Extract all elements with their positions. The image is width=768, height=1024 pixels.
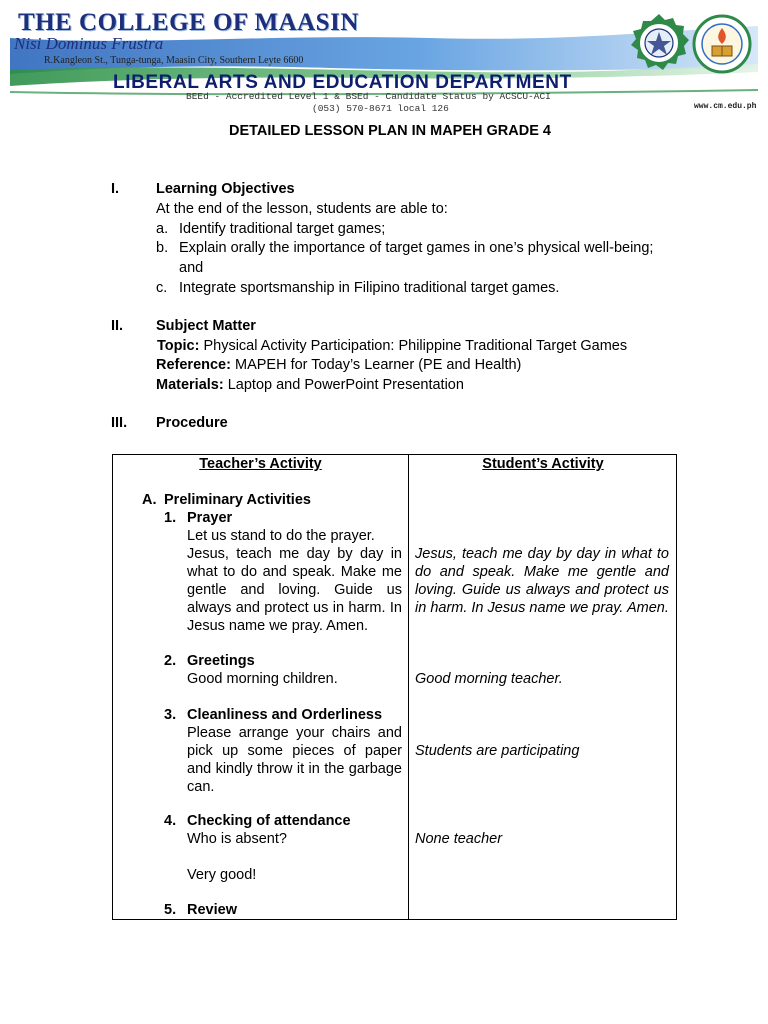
part-letter: A. bbox=[142, 492, 157, 508]
table-column-divider bbox=[408, 454, 409, 920]
activity-number: 1. bbox=[164, 510, 177, 526]
reference-label: Reference: bbox=[156, 357, 231, 373]
activity-title: Review bbox=[187, 902, 237, 918]
materials-value: Laptop and PowerPoint Presentation bbox=[227, 377, 464, 393]
student-column-header: Student’s Activity bbox=[482, 456, 604, 472]
teacher-activity-text: Let us stand to do the prayer. bbox=[187, 528, 375, 544]
section-numeral-procedure: III. bbox=[111, 415, 128, 431]
subject-heading: Subject Matter bbox=[156, 318, 256, 334]
college-seal-logo bbox=[628, 12, 690, 76]
objectives-heading: Learning Objectives bbox=[156, 181, 295, 197]
materials-label: Materials: bbox=[156, 377, 224, 393]
teacher-activity-text: Good morning children. bbox=[187, 671, 338, 687]
objective-text-continuation: and bbox=[179, 260, 204, 276]
materials-line bbox=[156, 376, 464, 396]
objective-text: Integrate sportsmanship in Filipino traditional target games. bbox=[179, 280, 560, 296]
procedure-heading: Procedure bbox=[156, 415, 228, 431]
objectives-intro: At the end of the lesson, students are able to: bbox=[156, 201, 448, 217]
reference-value: MAPEH for Today’s Learner (PE and Health) bbox=[234, 357, 522, 373]
activity-title: Greetings bbox=[187, 653, 255, 669]
activity-number: 3. bbox=[164, 707, 177, 723]
college-motto: Nisi Dominus Frustra bbox=[14, 34, 164, 53]
college-name: THE COLLEGE OF MAASIN bbox=[18, 9, 359, 36]
teacher-activity-text: Very good! bbox=[187, 867, 257, 883]
department-name: LIBERAL ARTS AND EDUCATION DEPARTMENT bbox=[113, 72, 572, 93]
student-activity-text: Good morning teacher. bbox=[415, 671, 563, 687]
teacher-column-header: Teacher’s Activity bbox=[199, 456, 322, 472]
teacher-activity-text: Jesus, teach me day by day in what to do and speak. Make me gentle and loving. Guide us always and protect us in harm. In Jesus name we pray. Amen. bbox=[187, 546, 402, 634]
activity-number: 5. bbox=[164, 902, 177, 918]
objective-letter: a. bbox=[156, 221, 169, 237]
topic-label: Topic: bbox=[157, 338, 200, 354]
objective-text: Identify traditional target games; bbox=[179, 221, 386, 237]
objective-letter: c. bbox=[156, 280, 168, 296]
activity-title: Cleanliness and Orderliness bbox=[187, 707, 383, 723]
activity-number: 2. bbox=[164, 653, 177, 669]
website-line: www.cm.edu.ph bbox=[694, 102, 757, 111]
department-logo bbox=[692, 12, 752, 76]
section-numeral-objectives: I. bbox=[111, 181, 120, 197]
accreditation-line: BEEd - Accredited Level 1 & BSEd - Candidate Status by ACSCU-ACI bbox=[186, 91, 551, 102]
document-title: DETAILED LESSON PLAN IN MAPEH GRADE 4 bbox=[229, 123, 551, 139]
phone-line: (053) 570-8671 local 126 bbox=[312, 103, 449, 114]
topic-value: Physical Activity Participation: Philippine Traditional Target Games bbox=[203, 338, 628, 354]
teacher-activity-text: Who is absent? bbox=[187, 831, 287, 847]
student-activity-text: Students are participating bbox=[415, 743, 580, 759]
objective-text: Explain orally the importance of target games in one’s physical well-being; bbox=[179, 240, 654, 256]
activity-title: Prayer bbox=[187, 510, 233, 526]
activity-number: 4. bbox=[164, 813, 177, 829]
section-numeral-subject: II. bbox=[111, 318, 124, 334]
activity-title: Checking of attendance bbox=[187, 813, 351, 829]
part-title: Preliminary Activities bbox=[164, 492, 311, 508]
student-activity-text: None teacher bbox=[415, 831, 503, 847]
objective-letter: b. bbox=[156, 240, 169, 256]
college-address: R.Kangleon St., Tunga-tunga, Maasin City, Southern Leyte 6600 bbox=[44, 55, 304, 66]
student-activity-text: Jesus, teach me day by day in what to do and speak. Make me gentle and loving. Guide us always and protect us in harm. In Jesus name we pray. Amen. bbox=[415, 546, 669, 616]
reference-line bbox=[156, 356, 521, 376]
teacher-activity-text: Please arrange your chairs and pick up some pieces of paper and kindly throw it in the garbage can. bbox=[187, 725, 402, 795]
topic-line bbox=[157, 337, 627, 357]
